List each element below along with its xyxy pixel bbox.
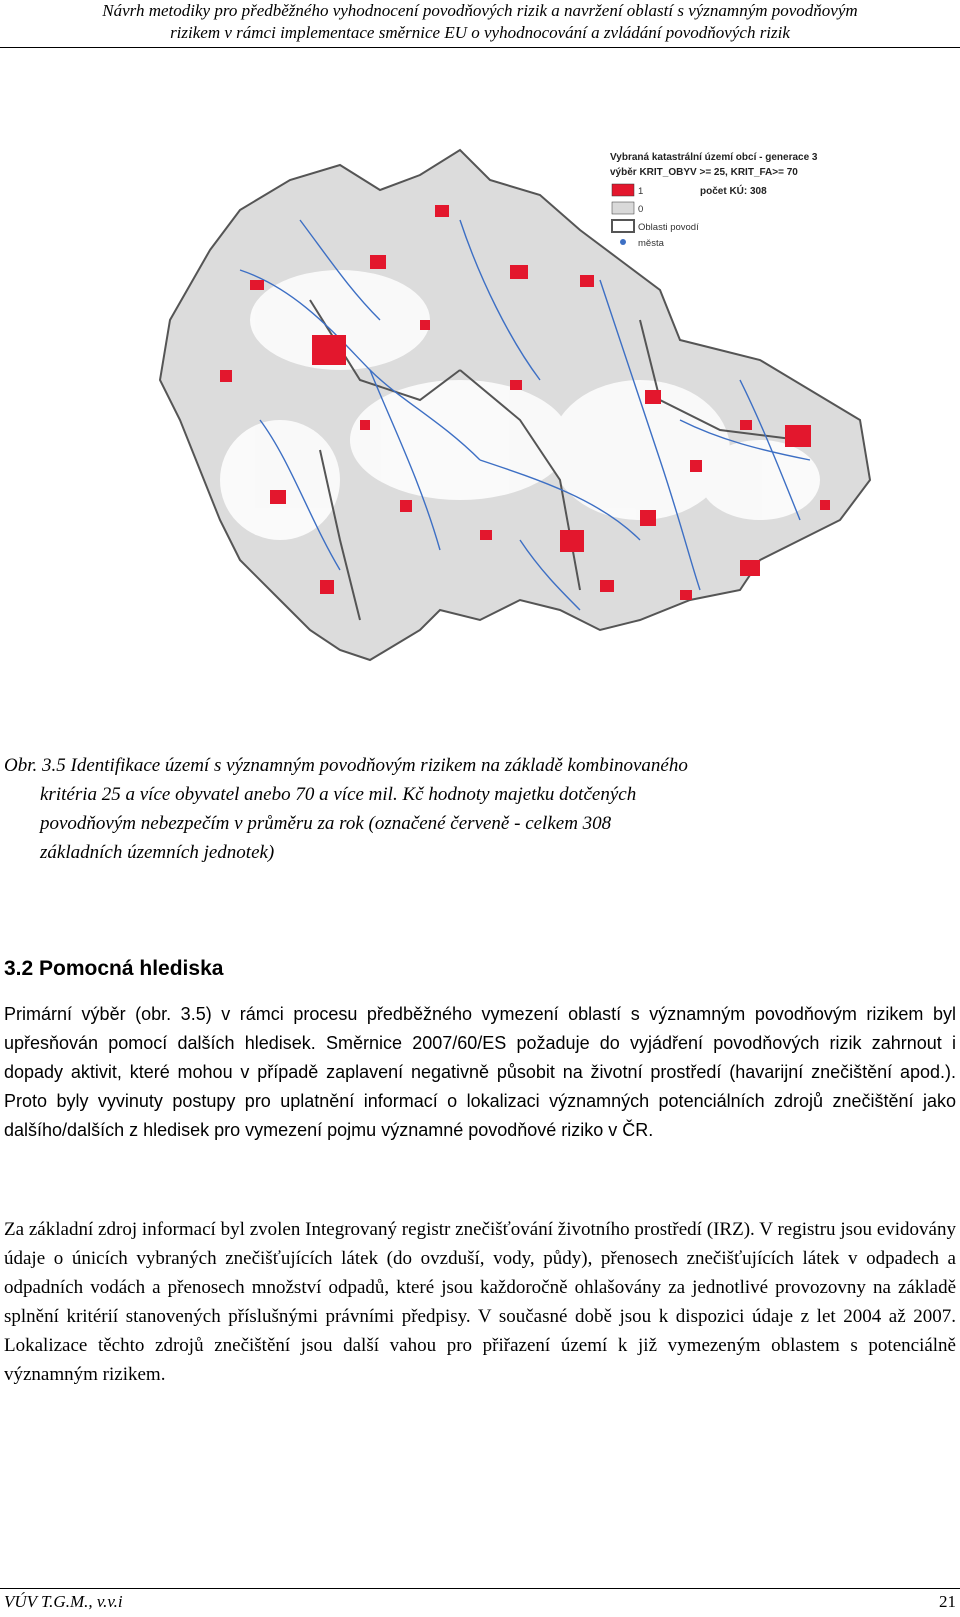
figure-map bbox=[40, 120, 940, 720]
caption-line-4: základních územních jednotek) bbox=[40, 842, 275, 863]
legend-item-1: 1 bbox=[638, 186, 644, 197]
page-number: 21 bbox=[939, 1592, 956, 1611]
legend-item-0: 0 bbox=[638, 204, 644, 215]
running-header bbox=[0, 0, 960, 44]
legend-item-towns: města bbox=[638, 238, 664, 249]
caption-line-1: Obr. 3.5 Identifikace území s významným povodňovým rizikem na základě kombinovaného bbox=[4, 755, 688, 776]
figure-caption bbox=[4, 751, 934, 867]
czech-map-svg bbox=[40, 120, 940, 720]
header-line-2: rizikem v rámci implementace směrnice EU o vyhodnocování a zvládání povodňových rizik bbox=[170, 23, 790, 42]
footer-rule bbox=[0, 1588, 960, 1589]
caption-line-2: kritéria 25 a více obyvatel anebo 70 a více mil. Kč hodnoty majetku dotčených bbox=[40, 784, 637, 805]
legend-swatch-1 bbox=[612, 184, 634, 196]
caption-line-3: povodňovým nebezpečím v průměru za rok (označené červeně - celkem 308 bbox=[40, 813, 612, 834]
section-title: 3.2 Pomocná hlediska bbox=[4, 957, 224, 980]
map-legend bbox=[610, 152, 818, 249]
legend-title-1: Vybraná katastrální území obcí - generace 3 bbox=[610, 152, 818, 163]
legend-swatch-basins bbox=[612, 220, 634, 232]
footer-publisher: VÚV T.G.M., v.v.i bbox=[4, 1592, 123, 1611]
legend-item-basins: Oblasti povodí bbox=[638, 222, 699, 233]
paragraph-1: Primární výběr (obr. 3.5) v rámci procesu předběžného vymezení oblastí s významným povodňovým rizikem byl upřesňován pomocí dalších hledisek. Směrnice 2007/60/ES požaduje do vyjádření povodňových rizik zahrnout i dopady aktivit, které mohou v případě zaplavení negativně působit na životní prostředí (havarijní znečištění apod.). Proto byly vyvinuty postupy pro uplatnění informací o lokalizaci významných potenciálních zdrojů znečištění jako dalšího/dalších z hledisek pro vymezení pojmu významné povodňové riziko v ČR. bbox=[4, 1004, 956, 1140]
header-line-1: Návrh metodiky pro předběžného vyhodnocení povodňových rizik a navržení oblastí s významným povodňovým bbox=[102, 1, 858, 20]
header-rule bbox=[0, 47, 960, 48]
legend-count: počet KÚ: 308 bbox=[700, 186, 767, 197]
legend-title-2: výběr KRIT_OBYV >= 25, KRIT_FA>= 70 bbox=[610, 167, 798, 178]
legend-swatch-0 bbox=[612, 202, 634, 214]
paragraph-2: Za základní zdroj informací byl zvolen Integrovaný registr znečišťování životního prostředí (IRZ). V registru jsou evidovány údaje o únicích vybraných znečišťujících látek (do ovzduší, vody, půdy), přenosech znečišťujících látek v odpadech a odpadních vodách a přenosech množství odpadů, které jsou každoročně ohlašovány za jednotlivé provozovny na základě splnění kritérií stanovených příslušnými právními předpisy. V současné době jsou k dispozici údaje z let 2004 až 2007. Lokalizace těchto zdrojů znečištění jsou další vahou pro přiřazení území k již vymezeným oblastem s potenciálně významným rizikem. bbox=[4, 1219, 956, 1385]
legend-town-dot-icon bbox=[620, 239, 626, 245]
